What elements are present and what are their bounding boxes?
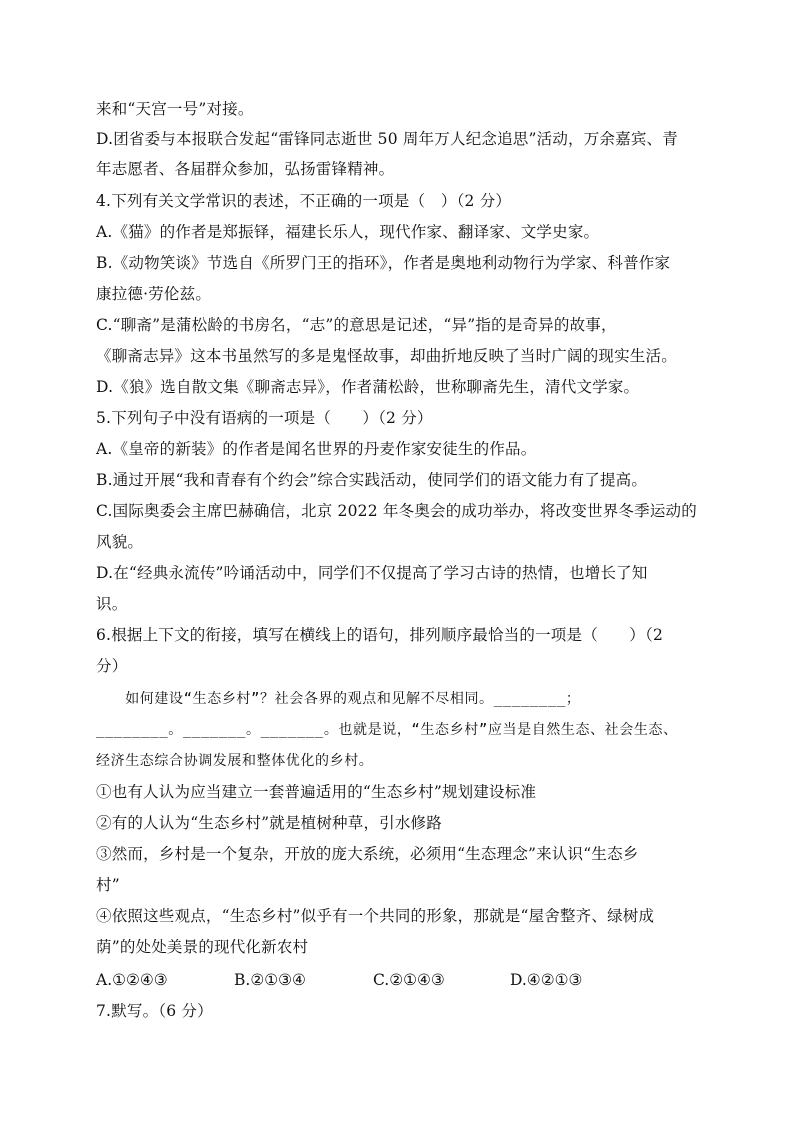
passage-line: 如何建设“生态乡村”？社会各界的观点和见解不尽相同。________；: [96, 691, 581, 707]
text-line: 分）: [96, 657, 128, 675]
passage-line: ________。_______。_______。也就是说，“生态乡村”应当是自然生态、社会生态、: [96, 722, 678, 738]
q6-options: [96, 969, 706, 991]
option-d-q3: D.团省委与本报联合发起“雷锋同志逝世 50 周年万人纪念追思”活动，万余嘉宾、青: [96, 130, 678, 148]
sentence-2: ②有的人认为“生态乡村”就是植树种草，引水修路: [96, 814, 442, 832]
option-c-q4: C.“聊斋”是蒲松龄的书房名，“志”的意思是记述，“异”指的是奇异的故事，: [96, 316, 617, 334]
option-c-q6: C.②①④③: [373, 971, 445, 989]
sentence-3: ③然而，乡村是一个复杂，开放的庞大系统，必须用“生态理念”来认识“生态乡: [96, 845, 639, 863]
option-b-q5: B.通过开展“我和青春有个约会”综合实践活动，使同学们的语文能力有了提高。: [96, 471, 648, 489]
text-line: 来和“天宫一号”对接。: [96, 100, 254, 118]
question-7: 7.默写。（6 分）: [96, 1002, 213, 1020]
option-b-q4: B.《动物笑谈》节选自《所罗门王的指环》，作者是奥地利动物行为学家、科普作家: [96, 254, 671, 272]
text-line: 村”: [96, 876, 120, 894]
question-5: 5.下列句子中没有语病的一项是（ ）（2 分）: [96, 409, 433, 427]
sentence-4: ④依照这些观点，“生态乡村”似乎有一个共同的形象，那就是“屋舍整齐、绿树成: [96, 907, 655, 925]
text-line: 荫”的处处美景的现代化新农村: [96, 938, 309, 956]
text-line: 识。: [96, 595, 128, 613]
option-b-q6: B.②①③④: [234, 971, 306, 989]
option-a-q5: A.《皇帝的新装》的作者是闻名世界的丹麦作家安徒生的作品。: [96, 440, 537, 458]
option-c-q5: C.国际奥委会主席巴赫确信，北京 2022 年冬奥会的成功举办，将改变世界冬季运动的: [96, 502, 697, 520]
text-line: 年志愿者、各届群众参加，弘扬雷锋精神。: [96, 160, 395, 178]
option-d-q5: D.在“经典永流传”吟诵活动中，同学们不仅提高了学习古诗的热情，也增长了知: [96, 564, 648, 582]
text-line: 《聊斋志异》这本书虽然写的多是鬼怪故事，却曲折地反映了当时广阔的现实生活。: [96, 347, 677, 365]
text-line: 康拉德·劳伦兹。: [96, 285, 212, 303]
option-d-q4: D.《狼》选自散文集《聊斋志异》，作者蒲松龄，世称聊斋先生，清代文学家。: [96, 378, 640, 396]
question-4: 4.下列有关文学常识的表述，不正确的一项是（ ）（2 分）: [96, 192, 512, 210]
sentence-1: ①也有人认为应当建立一套普遍适用的“生态乡村”规划建设标准: [96, 783, 537, 801]
option-d-q6: D.④②①③: [510, 971, 583, 989]
option-a-q4: A.《猫》的作者是郑振铎，福建长乐人，现代作家、翻译家、文学史家。: [96, 223, 600, 241]
option-a-q6: A.①②④③: [96, 971, 168, 989]
question-6: 6.根据上下文的衔接，填写在横线上的语句，排列顺序最恰当的一项是（ ）（2: [96, 626, 664, 644]
passage-line: 经济生态综合协调发展和整体优化的乡村。: [96, 753, 374, 769]
text-line: 风貌。: [96, 533, 144, 551]
